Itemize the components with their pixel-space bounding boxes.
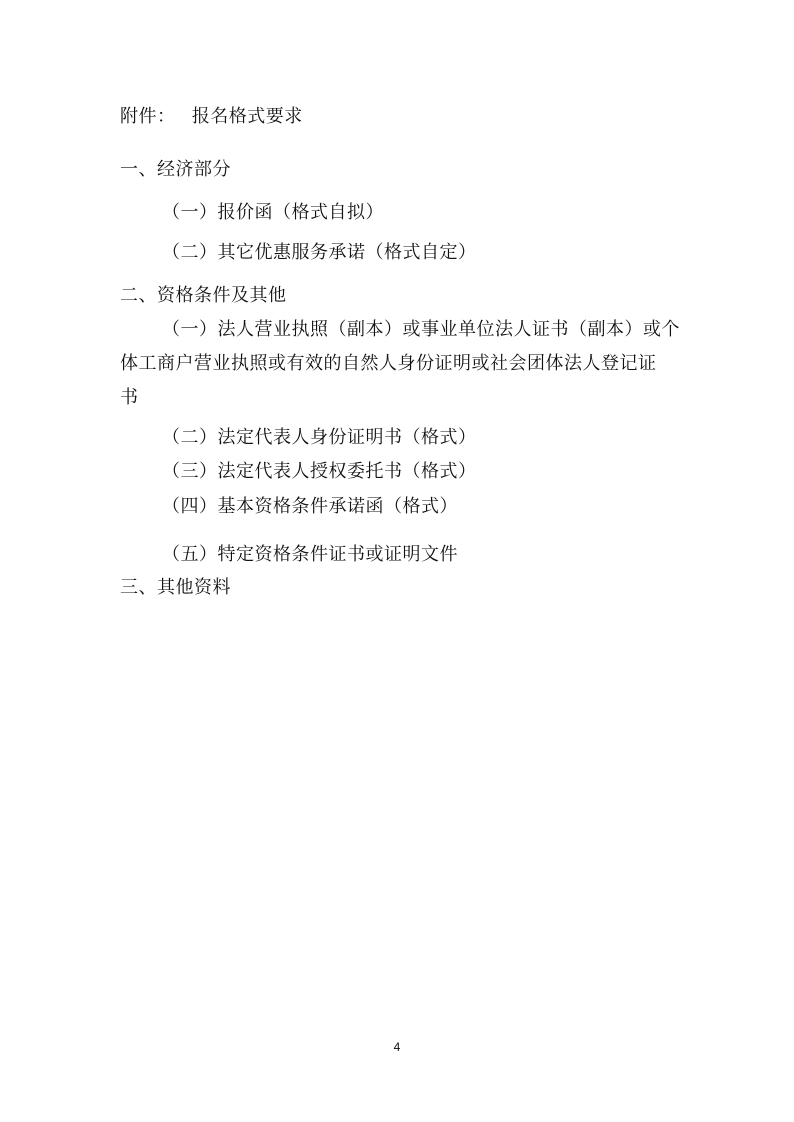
section-item-multiline-part: 书 (120, 387, 139, 408)
section-heading-other: 三、其他资料 (120, 577, 231, 598)
section-item: （一）报价函（格式自拟） (162, 202, 384, 223)
section-item: （二）法定代表人身份证明书（格式） (162, 427, 477, 448)
section-item: （三）法定代表人授权委托书（格式） (162, 461, 477, 482)
page-number: 4 (393, 1040, 401, 1054)
section-heading-economic: 一、经济部分 (120, 159, 231, 180)
section-item: （四）基本资格条件承诺函（格式） (162, 496, 458, 517)
attachment-title-line (120, 107, 303, 127)
attachment-title: 报名格式要求 (191, 106, 303, 127)
section-heading-qualification: 二、资格条件及其他 (120, 285, 287, 306)
section-item-multiline-part: （一）法人营业执照（副本）或事业单位法人证书（副本）或个 (162, 319, 680, 340)
attachment-label: 附件： (120, 106, 176, 127)
section-item: （二）其它优惠服务承诺（格式自定） (162, 242, 477, 263)
section-item: （五）特定资格条件证书或证明文件 (162, 544, 458, 565)
section-item-multiline-part: 体工商户营业执照或有效的自然人身份证明或社会团体法人登记证 (120, 353, 657, 374)
